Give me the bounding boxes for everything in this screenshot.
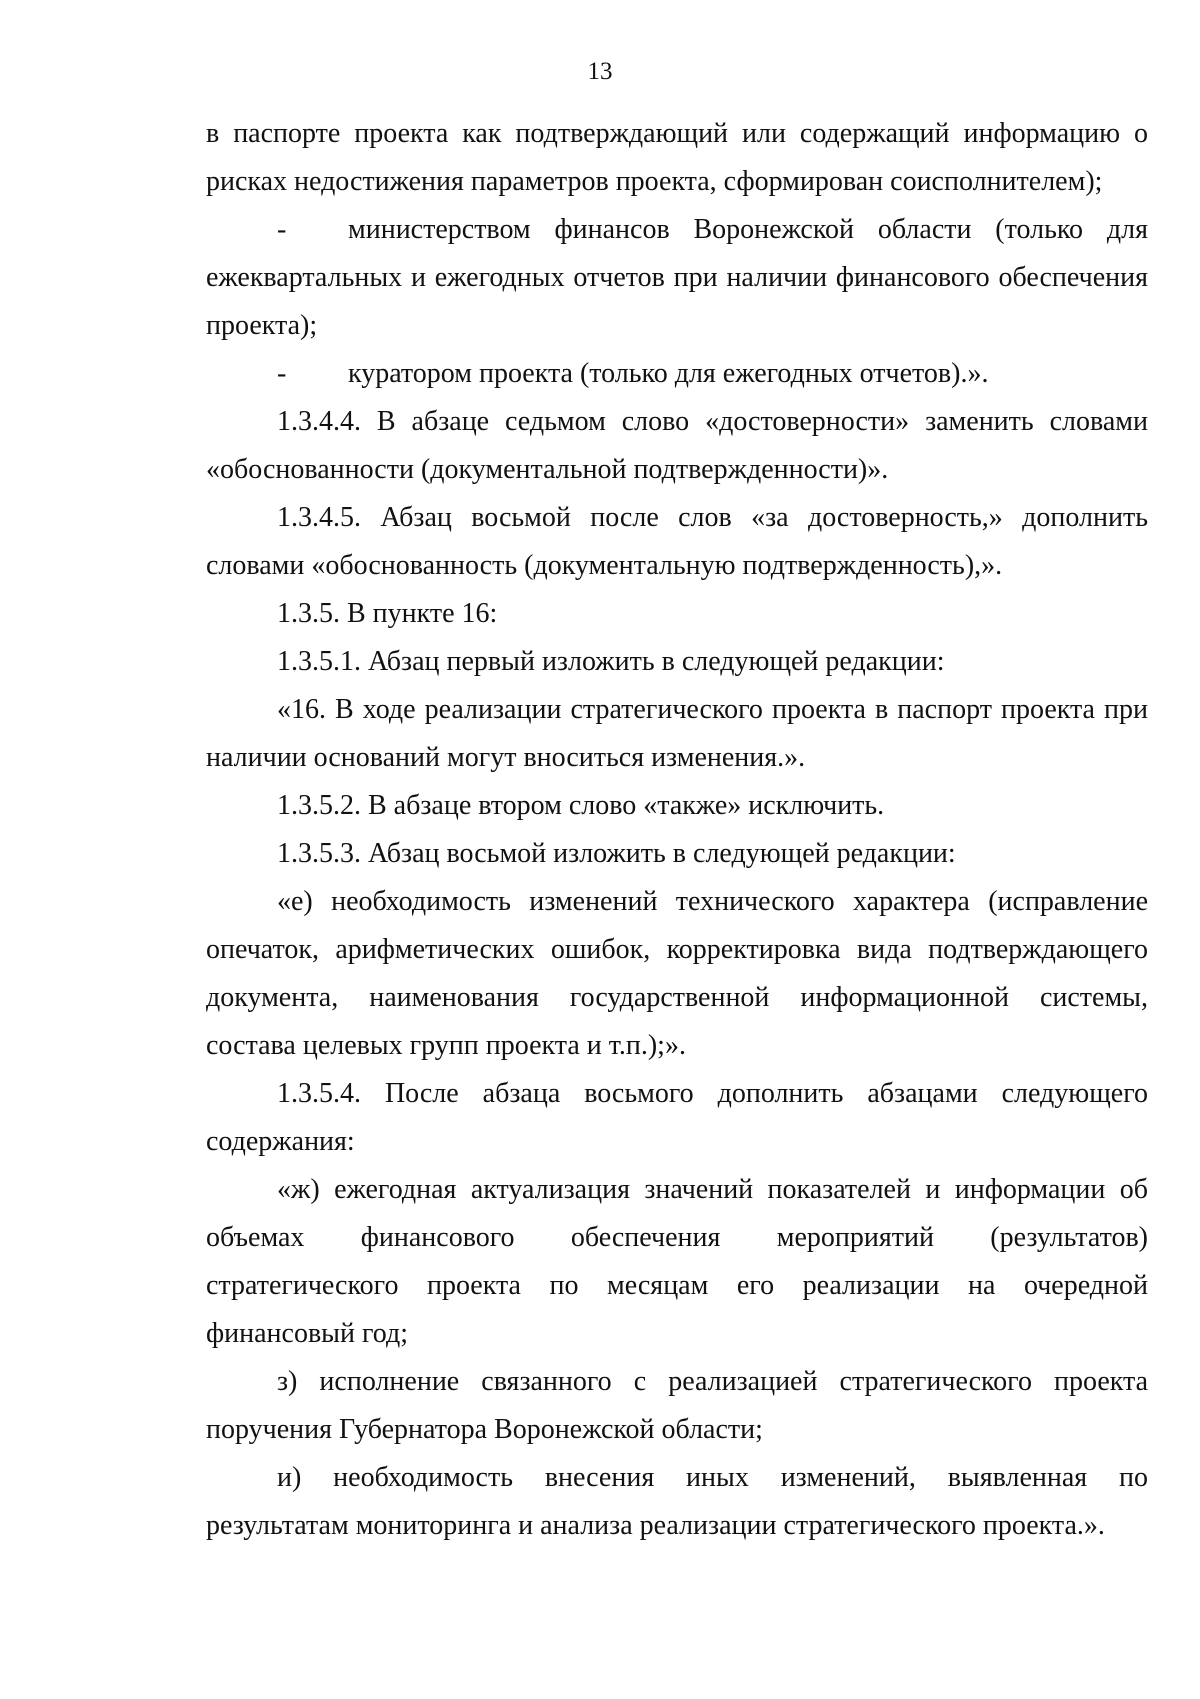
dash-marker: - [277, 214, 287, 245]
paragraph: и) необходимость внесения иных изменений, выявленная по результатам мониторинга и анализа реализации стратегического проекта.». [206, 1462, 1148, 1541]
paragraph: 1.3.4.5. Абзац восьмой после слов «за достоверность,» дополнить словами «обоснованность (документальную подтвержденность),». [206, 502, 1148, 581]
dash-list-item-text: министерством финансов Воронежской области (только для ежеквартальных и ежегодных отчетов при наличии финансового обеспечения проекта); [206, 214, 1148, 341]
dash-list-item [206, 206, 1148, 350]
paragraph: 1.3.5.3. Абзац восьмой изложить в следующей редакции: [277, 838, 956, 869]
paragraph: 1.3.4.4. В абзаце седьмом слово «достоверности» заменить словами «обоснованности (документальной подтвержденности)». [206, 406, 1148, 485]
paragraph: 1.3.5.1. Абзац первый изложить в следующей редакции: [277, 646, 945, 677]
dash-marker: - [277, 358, 287, 389]
paragraph: з) исполнение связанного с реализацией стратегического проекта поручения Губернатора Воронежской области; [206, 1366, 1148, 1445]
paragraph: «16. В ходе реализации стратегического проекта в паспорт проекта при наличии оснований могут вноситься изменения.». [206, 694, 1148, 773]
dash-list-item-text: куратором проекта (только для ежегодных отчетов).». [348, 358, 989, 389]
paragraph: 1.3.5.2. В абзаце втором слово «также» исключить. [277, 790, 885, 821]
document-body [206, 110, 1148, 1550]
dash-list-item [206, 350, 1148, 398]
paragraph: «ж) ежегодная актуализация значений показателей и информации об объемах финансового обеспечения мероприятий (результатов) стратегического проекта по месяцам его реализации на очередной финансовый год; [206, 1174, 1148, 1349]
paragraph: 1.3.5. В пункте 16: [277, 598, 498, 629]
paragraph: 1.3.5.4. После абзаца восьмого дополнить абзацами следующего содержания: [206, 1078, 1148, 1157]
page-number: 13 [587, 58, 613, 85]
paragraph: «е) необходимость изменений технического характера (исправление опечаток, арифметических ошибок, корректировка вида подтверждающего документа, наименования государственной информационной системы, состава целевых групп проекта и т.п.);». [206, 886, 1148, 1061]
paragraph: в паспорте проекта как подтверждающий или содержащий информацию о рисках недостижения параметров проекта, сформирован соисполнителем); [206, 118, 1148, 197]
